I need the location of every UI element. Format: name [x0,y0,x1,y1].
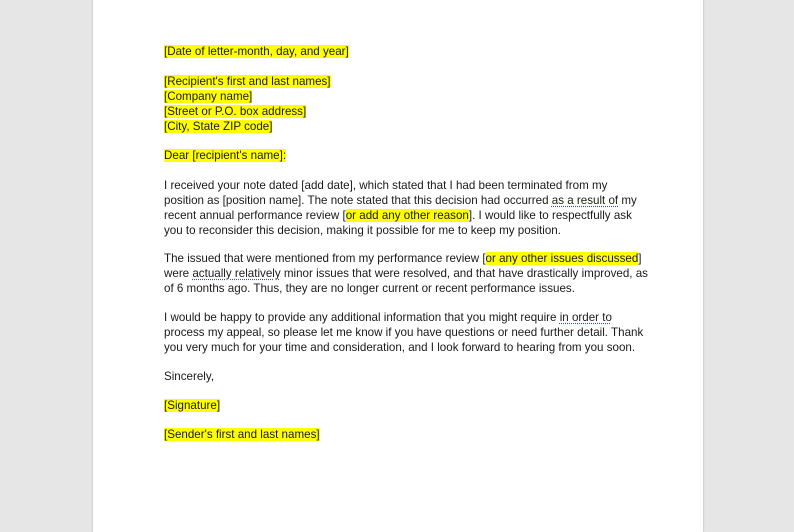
paragraph-1-line-3: recent annual performance review [or add any other reason]. I would like to respectfully ask [164,209,632,222]
paragraph-3-line-2: process my appeal, so please let me know if you have questions or need further detail. Thank [164,326,644,339]
grammar-flag[interactable]: actually relatively [192,267,281,280]
recipient-name-line: [Recipient's first and last names] [164,75,331,88]
closing: Sincerely, [164,370,215,383]
grammar-flag[interactable]: in order to [559,311,612,324]
document-page [93,0,703,532]
date-line: [Date of letter-month, day, and year] [164,45,349,58]
paragraph-3-line-3: you very much for your time and consideration, and I look forward to hearing from you soon. [164,341,636,354]
paragraph-3-line-1: I would be happy to provide any additional information that you might require in order to [164,311,612,324]
street-address-line: [Street or P.O. box address] [164,105,307,118]
company-name-line: [Company name] [164,90,253,103]
signature-line: [Signature] [164,399,221,412]
city-state-zip-line: [City, State ZIP code] [164,120,273,133]
paragraph-2-line-1: The issued that were mentioned from my performance review [or any other issues discussed] [164,252,642,265]
grammar-flag[interactable]: as a result of [551,194,619,207]
paragraph-1-line-2: position as [position name]. The note stated that this decision had occurred as a result of my [164,194,637,207]
paragraph-1-line-4: you to reconsider this decision, making it possible for me to keep my position. [164,224,561,237]
salutation: Dear [recipient's name]: [164,149,287,162]
paragraph-1-line-1: I received your note dated [add date], which stated that I had been terminated from my [164,179,608,192]
paragraph-2-line-2: were actually relatively minor issues that were resolved, and that have drastically improved, as [164,267,648,280]
sender-name-line: [Sender's first and last names] [164,428,320,441]
paragraph-2-line-3: of 6 months ago. Thus, they are no longer current or recent performance issues. [164,282,575,295]
